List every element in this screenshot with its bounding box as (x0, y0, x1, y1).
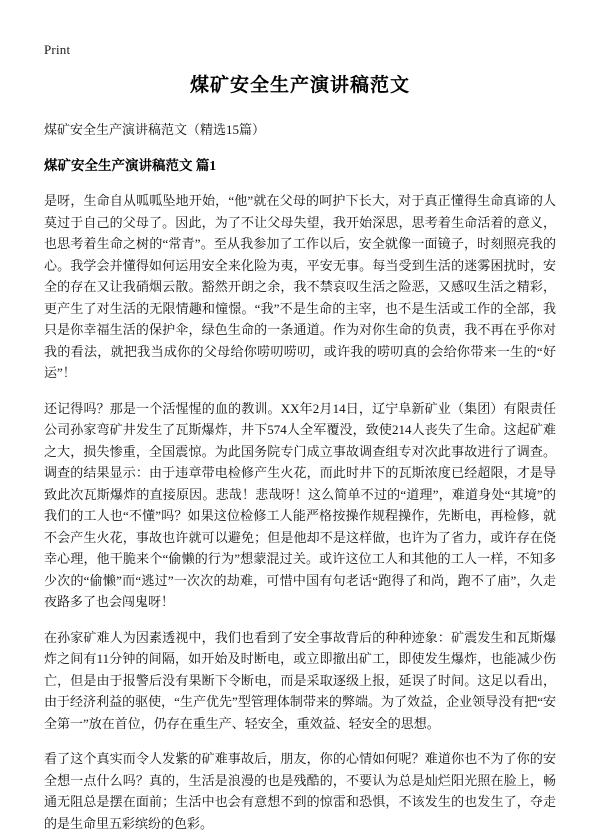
document-body (44, 72, 556, 834)
body-paragraph: 在孙家矿难人为因素透视中，我们也看到了安全事故背后的种种迹象：矿震发生和瓦斯爆炸之间有11分钟的间隔，如开始及时断电，或立即撤出矿工，即使发生爆炸，也能减少伤亡，但是由于报警后没有果断下令断电，而是采取逐级上报，延误了时间。这足以看出，由于经济利益的驱使，“生产优先”型管理体制带来的弊端。为了效益，企业领导没有把“安全第一”放在首位，仍存在重生产、轻安全，重效益、轻安全的思想。 (44, 629, 556, 731)
body-paragraph: 看了这个真实而令人发紫的矿难事故后，朋友，你的心情如何呢？难道你也不为了你的安全想一点什么吗？真的，生活是浪漫的也是残酷的，不要认为总是灿烂阳光照在脸上，畅通无阻总是摆在面前；生活中也会有意想不到的惊雷和恐惧，不该发生的也发生了，夺走的是生命里五彩缤纷的色彩。 (44, 751, 556, 831)
print-button[interactable]: Print (44, 42, 71, 57)
document-subtitle: 煤矿安全生产演讲稿范文（精选15篇） (44, 122, 266, 137)
page-title: 煤矿安全生产演讲稿范文 (189, 75, 410, 96)
section-heading: 煤矿安全生产演讲稿范文 篇1 (44, 158, 217, 173)
body-paragraph: 还记得吗？那是一个活惺惺的血的教训。XX年2月14日，辽宁阜新矿业（集团）有限责任公司孙家弯矿井发生了瓦斯爆炸，井下574人全军覆没，致使214人丧失了生命。这起矿难之大，损失惨重，全国震惊。为此国务院专门成立事故调查组专对次此事故进行了调查。调查的结果显示：由于违章带电检修产生火花，而此时井下的瓦斯浓度已经超限，才是导致此次瓦斯爆炸的直接原因。悲哉！悲哉呀！这么简单不过的“道理”，难道身处“其境”的我们的工人也“不懂”吗？如果这位检修工人能严格按操作规程操作，先断电，再检修，就不会产生火花，事故也许就可以避免；但是他却不是这样做，也许为了省力，或许存在侥幸心理，他干脆来个“偷懒的行为”想蒙混过关。或许这位工人和其他的工人一样，不知多少次的“偷懒”而“逃过”一次次的劫难，可惜中国有句老话“跑得了和尚，跑不了庙”，久走夜路多了也会闯鬼呀！ (44, 400, 556, 609)
body-paragraph: 是呀，生命自从呱呱坠地开始，“他”就在父母的呵护下长大，对于真正懂得生命真谛的人莫过于自己的父母了。因此，为了不让父母失望，我开始深思，思考着生命活着的意义，也思考着生命之树的“常青”。至从我参加了工作以后，安全就像一面镜子，时刻照亮我的心。我学会并懂得如何运用安全来化险为夷，平安无事。每当受到生活的迷雾困扰时，安全的存在又让我硝烟云散。豁然开朗之余，我不禁哀叹生活之险恶，又感叹生活之精彩，更产生了对生活的无限情趣和憧憬。“我”不是生命的主宰，也不是生活或工作的全部，我只是你幸福生活的保护伞，绿色生命的一条通道。作为对你生命的负责，我不再在乎你对我的看法，就把我当成你的父母给你唠叨唠叨，或许我的唠叨真的会给你带来一生的“好运”！ (44, 193, 556, 380)
